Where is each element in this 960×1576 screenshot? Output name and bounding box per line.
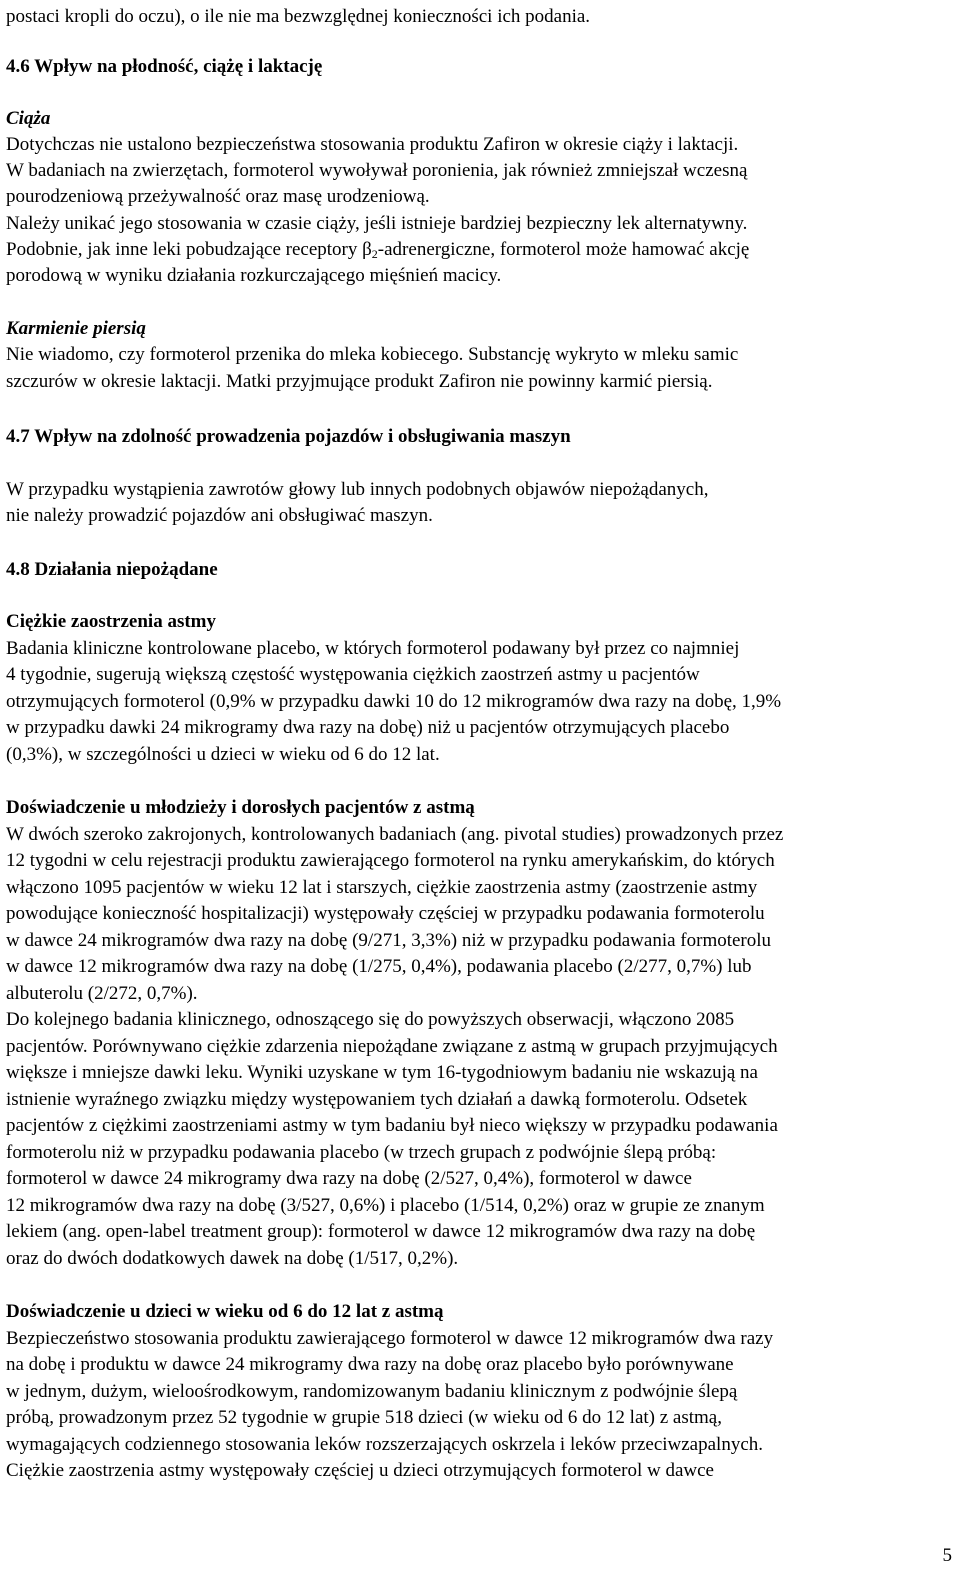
subheading-breastfeeding: Karmienie piersią (6, 318, 146, 339)
text-line: pacjentów z ciężkimi zaostrzeniami astmy w tym badaniu był nieco większy w przypadku podawania (6, 1115, 778, 1136)
subheading-pregnancy: Ciąża (6, 108, 51, 129)
text-line: otrzymujących formoterol (0,9% w przypadku dawki 10 do 12 mikrogramów dwa razy na dobę, 1,9% (6, 691, 782, 712)
text-line: Należy unikać jego stosowania w czasie ciąży, jeśli istnieje bardziej bezpieczny lek alternatywny. (6, 213, 748, 234)
text-line: albuterolu (2/272, 0,7%). (6, 983, 198, 1004)
subheading-severe-exacerbations: Ciężkie zaostrzenia astmy (6, 611, 216, 632)
text-line: większe i mniejsze dawki leku. Wyniki uzyskane w tym 16-tygodniowym badaniu nie wskazują na (6, 1062, 758, 1083)
text-line: w dawce 24 mikrogramów dwa razy na dobę (9/271, 3,3%) niż w przypadku podawania formoterolu (6, 930, 772, 951)
text-line: pacjentów. Porównywano ciężkie zdarzenia niepożądane związane z astmą w grupach przyjmujących (6, 1036, 778, 1057)
text-line: pourodzeniową przeżywalność oraz masę urodzeniową. (6, 186, 430, 207)
text-line: wymagających codziennego stosowania leków rozszerzających oskrzela i leków przeciwzapalnych. (6, 1434, 764, 1455)
text-line: W przypadku wystąpienia zawrotów głowy lub innych podobnych objawów niepożądanych, (6, 479, 709, 500)
subheading-children: Doświadczenie u dzieci w wieku od 6 do 12 lat z astmą (6, 1301, 444, 1322)
page-number: 5 (942, 1545, 952, 1566)
text-line: w jednym, dużym, wieloośrodkowym, randomizowanym badaniu klinicznym z podwójnie ślepą (6, 1381, 738, 1402)
text-line: formoterolu niż w przypadku podawania placebo (w trzech grupach z podwójnie ślepą próbą: (6, 1142, 717, 1163)
subscript: 2 (371, 247, 378, 261)
text-line: w dawce 12 mikrogramów dwa razy na dobę (1/275, 0,4%), podawania placebo (2/277, 0,7%) lub (6, 956, 752, 977)
text-segment: -adrenergiczne, formoterol może hamować akcję (377, 239, 750, 260)
text-line: nie należy prowadzić pojazdów ani obsługiwać maszyn. (6, 505, 433, 526)
text-line: powodujące konieczność hospitalizacji) występowały częściej w przypadku podawania formoterolu (6, 903, 765, 924)
text-line: (0,3%), w szczególności u dzieci w wieku od 6 do 12 lat. (6, 744, 440, 765)
text-line: istnienie wyraźnego związku między występowaniem tych działań a dawką formoterolu. Odsetek (6, 1089, 748, 1110)
text-segment: Podobnie, jak inne leki pobudzające receptory β (6, 239, 372, 260)
section-heading-4-7: 4.7 Wpływ na zdolność prowadzenia pojazdów i obsługiwania maszyn (6, 426, 571, 447)
section-heading-4-6: 4.6 Wpływ na płodność, ciążę i laktację (6, 56, 323, 77)
text-line: lekiem (ang. open-label treatment group): formoterol w dawce 12 mikrogramów dwa razy na dobę (6, 1221, 756, 1242)
text-line: W badaniach na zwierzętach, formoterol wywoływał poronienia, jak również zmniejszał wczesną (6, 160, 748, 181)
text-line: szczurów w okresie laktacji. Matki przyjmujące produkt Zafiron nie powinny karmić piersią. (6, 371, 713, 392)
text-line: włączono 1095 pacjentów w wieku 12 lat i starszych, ciężkie zaostrzenia astmy (zaostrzenie astmy (6, 877, 758, 898)
text-line: Do kolejnego badania klinicznego, odnoszącego się do powyższych obserwacji, włączono 2085 (6, 1009, 735, 1030)
subheading-adolescents-adults: Doświadczenie u młodzieży i dorosłych pacjentów z astmą (6, 797, 475, 818)
text-line: postaci kropli do oczu), o ile nie ma bezwzględnej konieczności ich podania. (6, 6, 591, 27)
text-line: w przypadku dawki 24 mikrogramy dwa razy na dobę) niż u pacjentów otrzymujących placebo (6, 717, 730, 738)
text-line-beta2 (6, 237, 749, 263)
text-line: Bezpieczeństwo stosowania produktu zawierającego formoterol w dawce 12 mikrogramów dwa razy (6, 1328, 774, 1349)
text-line: na dobę i produktu w dawce 24 mikrogramy dwa razy na dobę oraz placebo było porównywane (6, 1354, 734, 1375)
text-line: Badania kliniczne kontrolowane placebo, w których formoterol podawany był przez co najmniej (6, 638, 740, 659)
text-line: Ciężkie zaostrzenia astmy występowały częściej u dzieci otrzymujących formoterol w dawce (6, 1460, 714, 1481)
text-line: porodową w wyniku działania rozkurczającego mięśnień macicy. (6, 265, 502, 286)
text-line: 12 mikrogramów dwa razy na dobę (3/527, 0,6%) i placebo (1/514, 0,2%) oraz w grupie ze znanym (6, 1195, 765, 1216)
text-line: 12 tygodni w celu rejestracji produktu zawierającego formoterol na rynku amerykańskim, do których (6, 850, 775, 871)
text-line: formoterol w dawce 24 mikrogramy dwa razy na dobę (2/527, 0,4%), formoterol w dawce (6, 1168, 692, 1189)
text-line: oraz do dwóch dodatkowych dawek na dobę (1/517, 0,2%). (6, 1248, 459, 1269)
text-line: W dwóch szeroko zakrojonych, kontrolowanych badaniach (ang. pivotal studies) prowadzonych przez (6, 824, 784, 845)
text-line: próbą, prowadzonym przez 52 tygodnie w grupie 518 dzieci (w wieku od 6 do 12 lat) z astmą, (6, 1407, 722, 1428)
text-line: 4 tygodnie, sugerują większą częstość występowania ciężkich zaostrzeń astmy u pacjentów (6, 664, 700, 685)
section-heading-4-8: 4.8 Działania niepożądane (6, 559, 218, 580)
text-line: Dotychczas nie ustalono bezpieczeństwa stosowania produktu Zafiron w okresie ciąży i laktacji. (6, 134, 739, 155)
text-line: Nie wiadomo, czy formoterol przenika do mleka kobiecego. Substancję wykryto w mleku samic (6, 344, 739, 365)
